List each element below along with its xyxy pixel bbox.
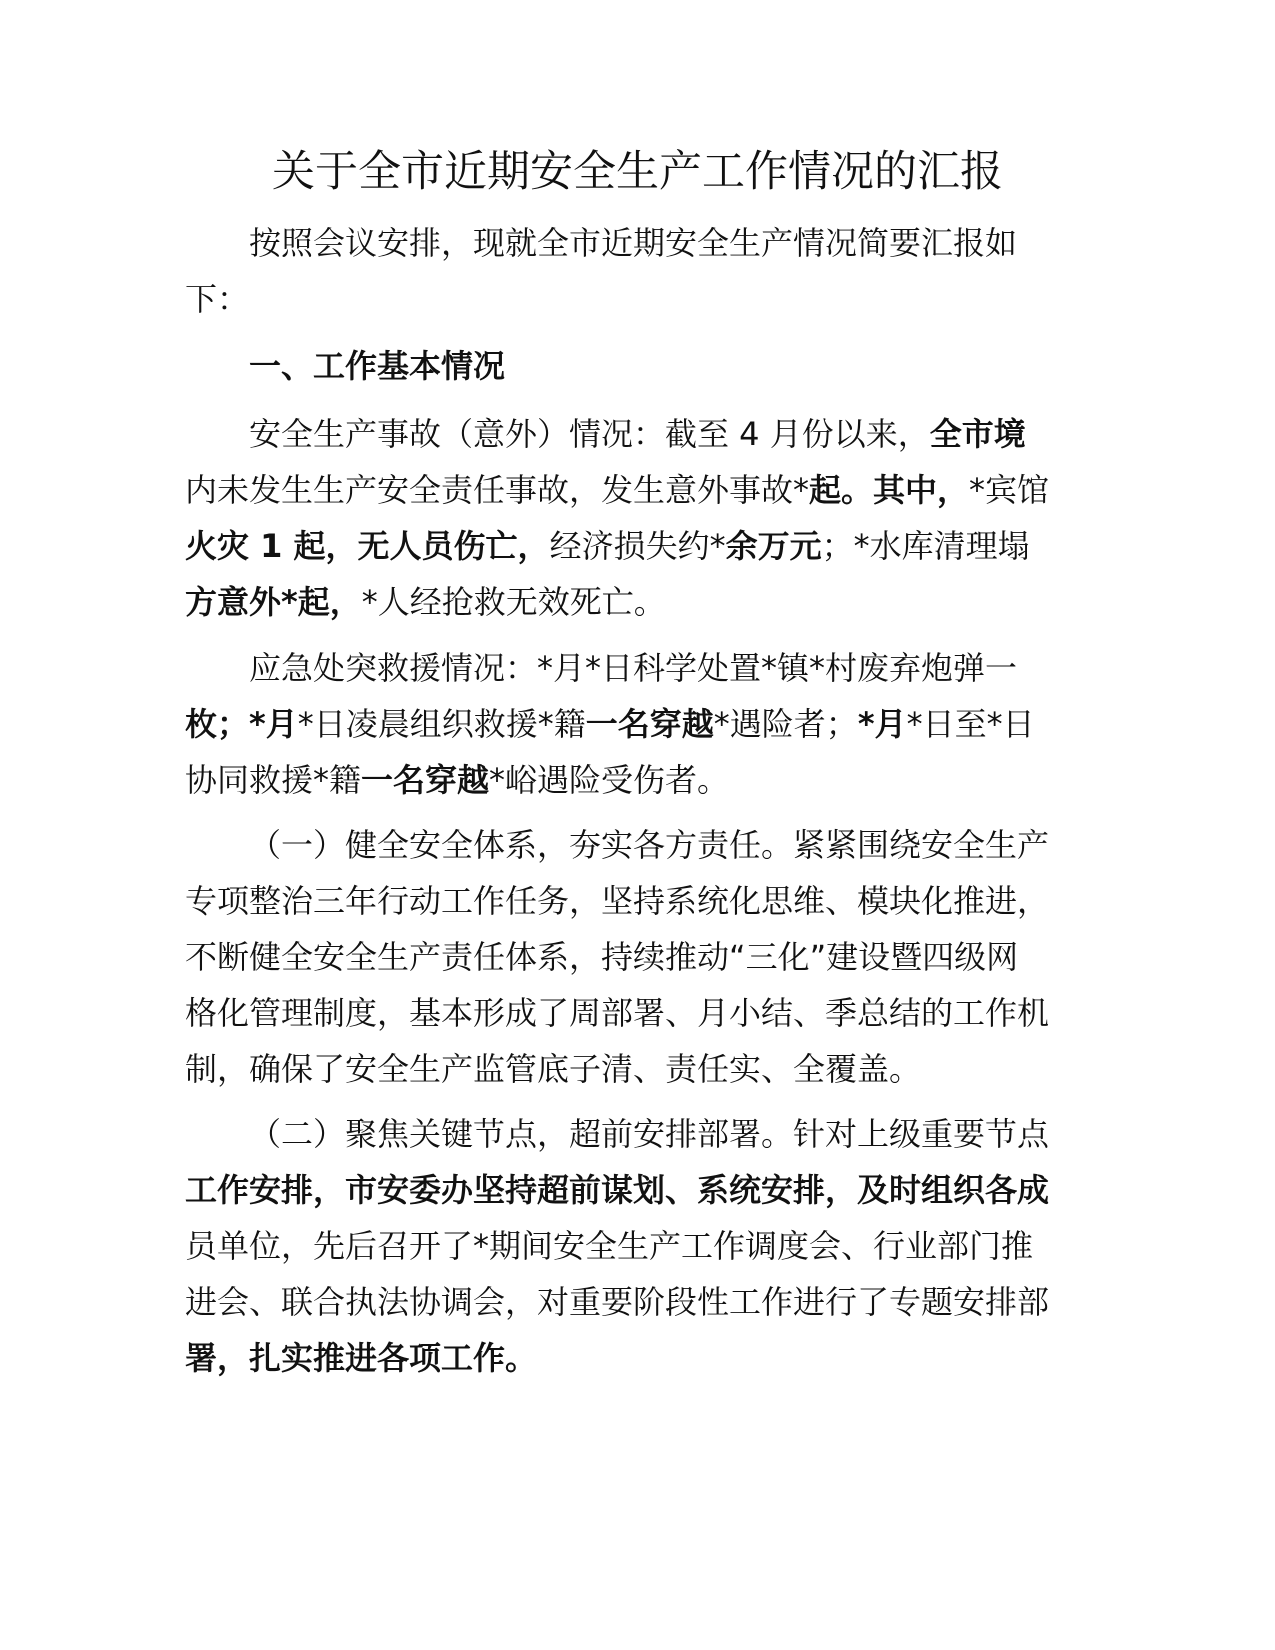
text-run: 内未发生生产安全责任事故，发生意外事故*: [185, 471, 810, 509]
text-run: *遇险者；: [713, 705, 858, 743]
paragraph-rescue: [185, 640, 1085, 808]
text-run: 协同救援*籍: [185, 761, 362, 799]
text-line: 工作安排，市安委办坚持超前谋划、系统安排，及时组织各成: [185, 1171, 1050, 1209]
document-title: 关于全市近期安全生产工作情况的汇报: [272, 147, 1003, 197]
text-line: [185, 574, 1085, 630]
text-run-bold: *月: [249, 705, 298, 743]
text-line: 制，确保了安全生产监管底子清、责任实、全覆盖。: [185, 1050, 922, 1088]
text-run: *日至*日: [906, 705, 1035, 743]
text-run: 安全生产事故（意外）情况：截至 4 月份以来，: [249, 415, 930, 453]
text-run: *峪遇险受伤者。: [489, 761, 730, 799]
text-run-bold: 余万元: [725, 527, 822, 565]
text-line: 应急处突救援情况：*月*日科学处置*镇*村废弃炮弹一: [249, 649, 1018, 687]
text-run-bold: 起。其中，: [809, 471, 970, 509]
paragraph-section-two: [185, 1106, 1085, 1386]
text-run-bold: 一名穿越: [585, 705, 714, 743]
section-heading: [185, 338, 1085, 394]
text-line: [185, 518, 1085, 574]
heading-text: 一、工作基本情况: [249, 347, 506, 385]
text-line: [185, 406, 1085, 462]
text-line: [185, 752, 1085, 808]
text-run-bold: 火灾 1 起，无人员伤亡，: [185, 527, 550, 565]
text-run: 经济损失约*: [549, 527, 726, 565]
text-line: 专项整治三年行动工作任务，坚持系统化思维、模块化推进，: [185, 882, 1050, 920]
text-line: 格化管理制度，基本形成了周部署、月小结、季总结的工作机: [185, 994, 1050, 1032]
paragraph-intro: [185, 215, 1085, 327]
text-run-bold: 全市境: [929, 415, 1026, 453]
text-line: [185, 462, 1085, 518]
text-line: （二）聚焦关键节点，超前安排部署。针对上级重要节点: [249, 1115, 1050, 1153]
text-line: 按照会议安排，现就全市近期安全生产情况简要汇报如: [249, 224, 1018, 262]
text-line: 进会、联合执法协调会，对重要阶段性工作进行了专题安排部: [185, 1283, 1050, 1321]
text-line: 署，扎实推进各项工作。: [185, 1339, 538, 1377]
text-run-bold: *月: [857, 705, 907, 743]
text-run-bold: 一名穿越: [361, 761, 490, 799]
text-run-bold: 枚；: [185, 705, 250, 743]
paragraph-accidents: [185, 406, 1085, 630]
text-line: 不断健全安全生产责任体系，持续推动“三化”建设暨四级网: [185, 938, 1019, 976]
text-run: *人经抢救无效死亡。: [361, 583, 666, 621]
text-run: *宾馆: [969, 471, 1050, 509]
text-line: 下：: [185, 280, 250, 318]
text-run: *日凌晨组织救援*籍: [297, 705, 586, 743]
text-line: 员单位，先后召开了*期间安全生产工作调度会、行业部门推: [185, 1227, 1034, 1265]
paragraph-section-one: [185, 817, 1085, 1097]
text-run: ；*水库清理塌: [821, 527, 1030, 565]
text-line: （一）健全安全体系，夯实各方责任。紧紧围绕安全生产: [249, 826, 1050, 864]
text-run-bold: 方意外*起，: [185, 583, 362, 621]
text-line: [185, 696, 1085, 752]
